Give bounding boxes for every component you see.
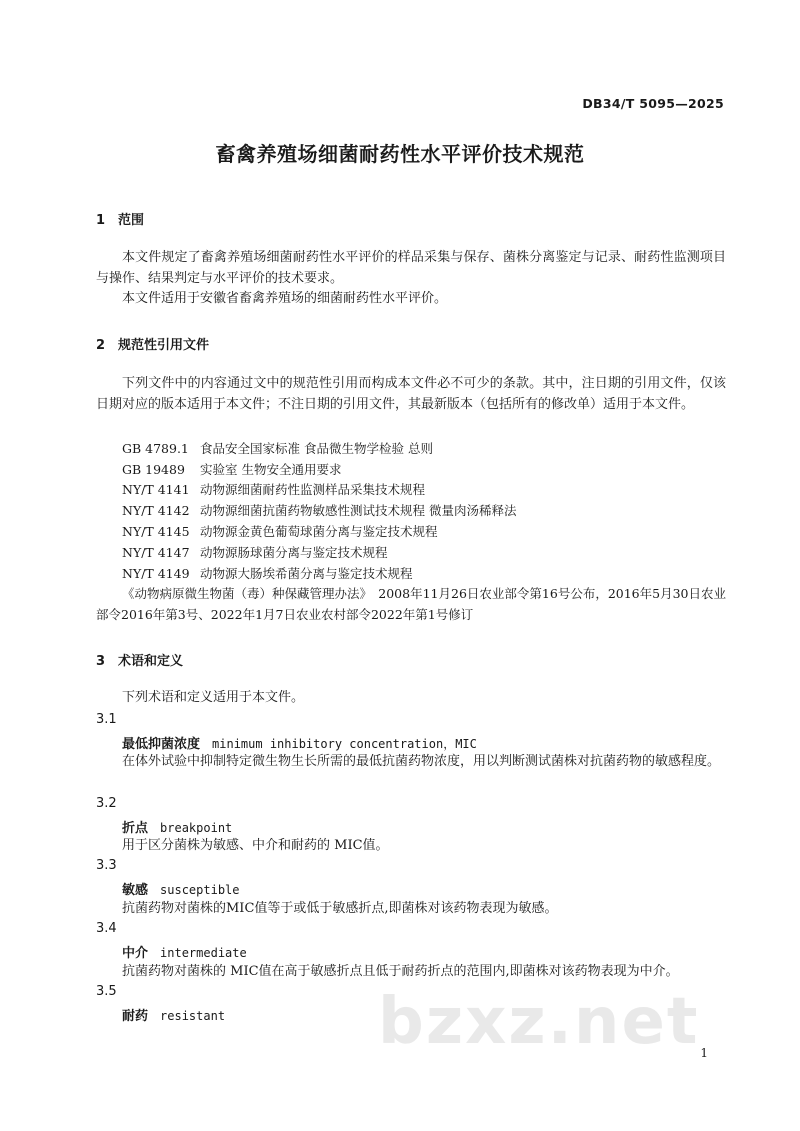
document-title: 畜禽养殖场细菌耐药性水平评价技术规范 — [215, 142, 585, 166]
term-definition: 抗菌药物对菌株的 MIC值在高于敏感折点且低于耐药折点的范围内,即菌株对该药物表现为中介。 — [122, 964, 679, 979]
page-number: 1 — [700, 1046, 708, 1060]
watermark: bzxz.net — [378, 985, 700, 1059]
section-heading-normative-references: 2 规范性引用文件 — [96, 338, 210, 353]
term-number: 3.1 — [96, 712, 117, 727]
term-heading: 耐药 resistant — [122, 1009, 226, 1024]
section-heading-terms: 3 术语和定义 — [96, 654, 184, 669]
term-heading: 折点 breakpoint — [122, 821, 233, 836]
reference-item: NY/T 4145 动物源金黄色葡萄球菌分离与鉴定技术规程 — [122, 524, 438, 539]
term-number: 3.2 — [96, 796, 117, 811]
reference-item: NY/T 4147 动物源肠球菌分离与鉴定技术规程 — [122, 545, 388, 560]
term-number: 3.5 — [96, 984, 117, 999]
term-definition: 用于区分菌株为敏感、中介和耐药的 MIC值。 — [122, 838, 389, 853]
term-definition: 抗菌药物对菌株的MIC值等于或低于敏感折点,即菌株对该药物表现为敏感。 — [122, 901, 558, 916]
terms-intro-paragraph: 下列术语和定义适用于本文件。 — [122, 690, 305, 705]
term-definition: 在体外试验中抑制特定微生物生长所需的最低抗菌药物浓度，用以判断测试菌株对抗菌药物的敏感程度。 — [122, 754, 721, 769]
term-heading: 敏感 susceptible — [122, 883, 240, 898]
references-intro-paragraph: 下列文件中的内容通过文中的规范性引用而构成本文件必不可少的条款。其中，注日期的引用文件，仅该日期对应的版本适用于本文件；不注日期的引用文件，其最新版本（包括所有的修改单）适用于本文件。 — [96, 376, 726, 412]
scope-applicability-paragraph: 本文件适用于安徽省畜禽养殖场的细菌耐药性水平评价。 — [122, 291, 448, 306]
document-code: DB34/T 5095—2025 — [582, 96, 724, 111]
reference-item: GB 19489 实验室 生物安全通用要求 — [122, 462, 342, 477]
regulation-reference: 《动物病原微生物菌（毒）种保藏管理办法》 2008年11月26日农业部令第16号公布，2016年5月30日农业部令2016年第3号、2022年1月7日农业农村部令2022年第1号修订 — [96, 586, 726, 622]
term-number: 3.4 — [96, 921, 117, 936]
term-heading: 最低抑菌浓度 minimum inhibitory concentration，MIC — [122, 737, 477, 752]
reference-item: NY/T 4149 动物源大肠埃希菌分离与鉴定技术规程 — [122, 566, 413, 581]
term-heading: 中介 intermediate — [122, 946, 247, 961]
scope-paragraph: 本文件规定了畜禽养殖场细菌耐药性水平评价的样品采集与保存、菌株分离鉴定与记录、耐药性监测项目与操作、结果判定与水平评价的技术要求。 — [96, 250, 726, 286]
section-heading-scope: 1 范围 — [96, 213, 145, 228]
reference-item: NY/T 4142 动物源细菌抗菌药物敏感性测试技术规程 微量肉汤稀释法 — [122, 503, 517, 518]
term-number: 3.3 — [96, 858, 117, 873]
reference-item: GB 4789.1 食品安全国家标准 食品微生物学检验 总则 — [122, 441, 433, 456]
reference-item: NY/T 4141 动物源细菌耐药性监测样品采集技术规程 — [122, 482, 426, 497]
